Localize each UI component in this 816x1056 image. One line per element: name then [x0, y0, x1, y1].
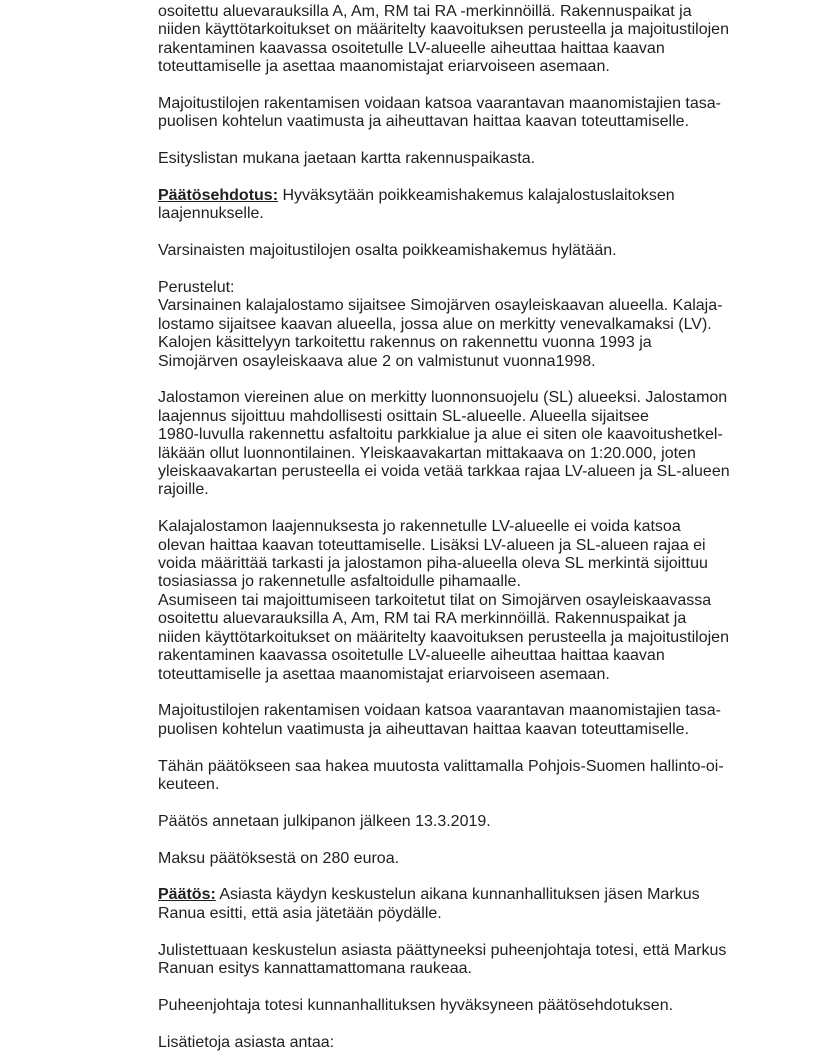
paragraph: [158, 150, 778, 168]
text-line: Majoitustilojen rakentamisen voidaan katsoa vaarantavan maanomistajien tasa-: [158, 95, 721, 113]
paragraph: [158, 279, 778, 371]
text-line: tosiasiassa jo rakennetulle asfaltoidulle pihamaalle.: [158, 573, 521, 591]
text-line: 1980-luvulla rakennettu asfaltoitu parkkialue ja alue ei siten ole kaavoitushetkel-: [158, 426, 723, 444]
text-line: yleiskaavakartan perusteella ei voida vetää tarkkaa rajaa LV-alueen ja SL-alueen: [158, 463, 730, 481]
text-line: osoitettu aluevarauksilla A, Am, RM tai RA -merkinnöillä. Rakennuspaikat ja: [158, 3, 692, 20]
text-line: puolisen kohtelun vaatimusta ja aiheuttavan haittaa kaavan toteuttamiselle.: [158, 720, 690, 738]
text-line: Majoitustilojen rakentamisen voidaan katsoa vaarantavan maanomistajien tasa-: [158, 702, 721, 720]
text-line: Tähän päätökseen saa hakea muutosta valittamalla Pohjois-Suomen hallinto-oi-: [158, 757, 724, 775]
document-body: [158, 3, 778, 1052]
text-line: Kalojen käsittelyyn tarkoitettu rakennus on rakennettu vuonna 1993 ja: [158, 334, 652, 352]
decision-paragraph: [158, 187, 778, 224]
paragraph: [158, 997, 778, 1015]
text-line: Maksu päätöksestä on 280 euroa.: [158, 849, 400, 867]
text-line: lostamo sijaitsee kaavan alueella, jossa alue on merkitty venevalkamaksi (LV).: [158, 315, 712, 333]
paragraph: [158, 389, 778, 499]
paragraph: [158, 702, 778, 739]
paragraph: [158, 3, 778, 77]
text-line: Julistettuaan keskustelun asiasta päättyneeksi puheenjohtaja totesi, että Markus: [158, 941, 727, 959]
text-line: Kalajalostamon laajennuksesta jo rakennetulle LV-alueelle ei voida katsoa: [158, 518, 681, 536]
text-line: Esityslistan mukana jaetaan kartta rakennuspaikasta.: [158, 150, 536, 168]
decision-label: Päätös:: [158, 886, 216, 904]
text-line: keuteen.: [158, 775, 220, 793]
text-line: Simojärven osayleiskaava alue 2 on valmistunut vuonna1998.: [158, 352, 596, 370]
paragraph: [158, 242, 778, 260]
text-line: olevan haittaa kaavan toteuttamiselle. Lisäksi LV-alueen ja SL-alueen rajaa ei: [158, 536, 706, 554]
text-line: läkään ollut luonnontilainen. Yleiskaavakartan mittakaava on 1:20.000, joten: [158, 444, 696, 462]
text-line: voida määrittää tarkasti ja jalostamon piha-alueella oleva SL merkintä sijoittuu: [158, 555, 708, 573]
text-line: Varsinainen kalajalostamo sijaitsee Simojärven osayleiskaavan alueella. Kalaja-: [158, 297, 723, 315]
text-line: Ranua esitti, että asia jätetään pöydälle.: [158, 904, 442, 922]
text-line: Varsinaisten majoitustilojen osalta poikkeamishakemus hylätään.: [158, 242, 617, 260]
text-line: rakentaminen kaavassa osoitetulle LV-alueelle aiheuttaa haittaa kaavan: [158, 647, 665, 665]
decision-label: Päätösehdotus:: [158, 187, 279, 205]
text-line: rakentaminen kaavassa osoitetulle LV-alueelle aiheuttaa haittaa kaavan: [158, 39, 665, 57]
text-line: Ranuan esitys kannattamattomana raukeaa.: [158, 959, 472, 977]
text-line: niiden käyttötarkoitukset on määritelty kaavoituksen perusteella ja majoitustilojen: [158, 628, 729, 646]
text-line: laajennus sijoittuu mahdollisesti osittain SL-alueelle. Alueella sijaitsee: [158, 407, 649, 425]
text-line: rajoille.: [158, 481, 209, 499]
text-line: Lisätietoja asiasta antaa:: [158, 1033, 335, 1051]
paragraph: [158, 1034, 778, 1052]
text-line: toteuttamiselle ja asettaa maanomistajat eriarvoiseen asemaan.: [158, 665, 610, 683]
text-line: laajennukselle.: [158, 205, 264, 223]
text-line: Jalostamon viereinen alue on merkitty luonnonsuojelu (SL) alueeksi. Jalostamon: [158, 389, 728, 407]
text-line: Päätös: Asiasta käydyn keskustelun aikana kunnanhallituksen jäsen Markus: [158, 886, 700, 904]
text-line: Perustelut:: [158, 279, 235, 297]
text-line: Puheenjohtaja totesi kunnanhallituksen hyväksyneen päätösehdotuksen.: [158, 996, 674, 1014]
paragraph: [158, 850, 778, 868]
text-line: Asumiseen tai majoittumiseen tarkoitetut tilat on Simojärven osayleiskaavassa: [158, 591, 712, 609]
text-line: niiden käyttötarkoitukset on määritelty kaavoituksen perusteella ja majoitustilojen: [158, 21, 729, 39]
paragraph: [158, 95, 778, 132]
text-line: Päätös annetaan julkipanon jälkeen 13.3.2019.: [158, 812, 491, 830]
paragraph: [158, 758, 778, 795]
text-line: toteuttamiselle ja asettaa maanomistajat eriarvoiseen asemaan.: [158, 58, 610, 76]
paragraph: [158, 813, 778, 831]
text-line: puolisen kohtelun vaatimusta ja aiheuttavan haittaa kaavan toteuttamiselle.: [158, 113, 690, 131]
paragraph: [158, 942, 778, 979]
decision-paragraph: [158, 886, 778, 923]
text-line: osoitettu aluevarauksilla A, Am, RM tai RA merkinnöillä. Rakennuspaikat ja: [158, 610, 687, 628]
paragraph: [158, 518, 778, 684]
text-line: Päätösehdotus: Hyväksytään poikkeamishakemus kalajalostuslaitoksen: [158, 187, 675, 205]
